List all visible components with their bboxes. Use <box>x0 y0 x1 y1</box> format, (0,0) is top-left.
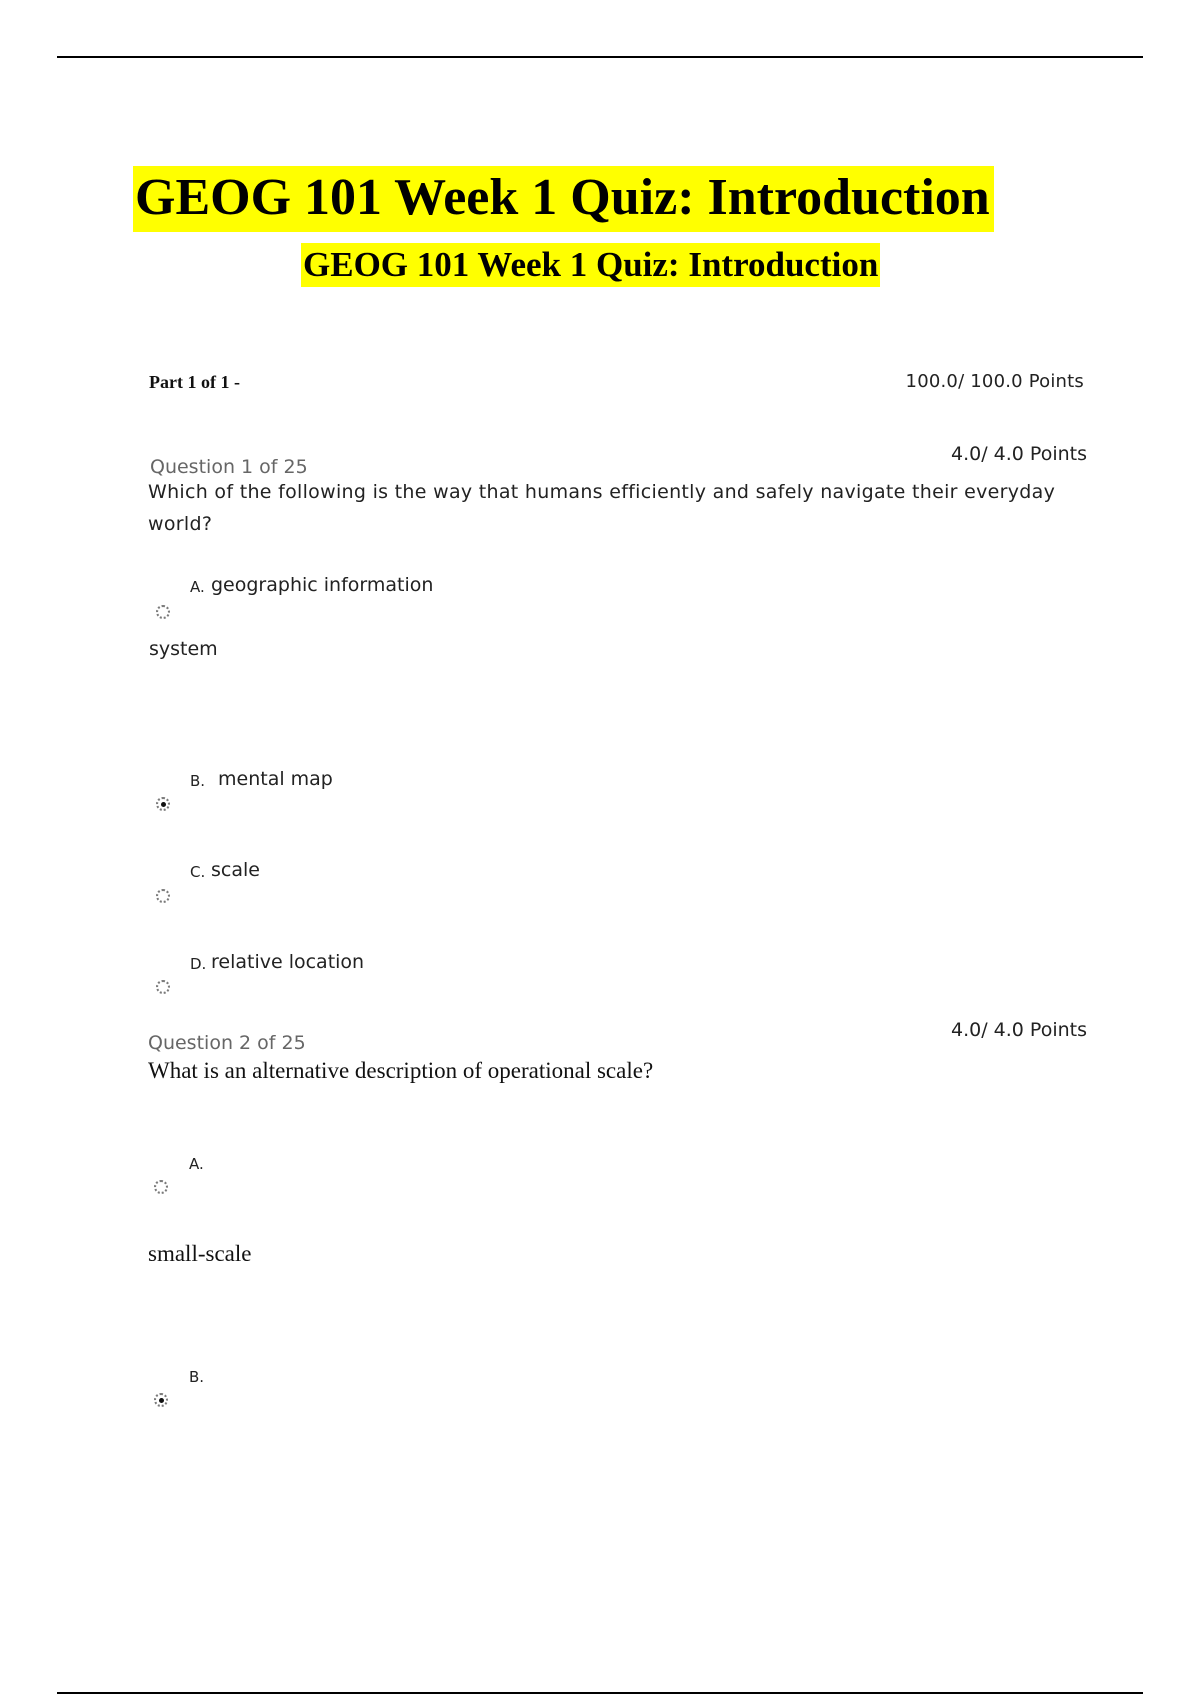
top-rule <box>57 56 1143 58</box>
q1-option-a-radio[interactable] <box>156 605 170 619</box>
question-1-label: Question 1 of 25 <box>150 456 308 478</box>
document-subtitle: GEOG 101 Week 1 Quiz: Introduction <box>301 243 880 287</box>
q1-option-c-radio[interactable] <box>156 889 170 903</box>
question-1-text-line1: Which of the following is the way that humans efficiently and safely navigate their everyday <box>148 481 1056 503</box>
q1-option-a-letter: A. <box>190 578 205 596</box>
part-points: 100.0/ 100.0 Points <box>905 371 1084 392</box>
bottom-rule <box>57 1692 1143 1694</box>
q1-option-c-letter: C. <box>190 863 206 881</box>
q2-option-a-text: small-scale <box>148 1241 252 1266</box>
q2-option-b-letter: B. <box>189 1368 205 1386</box>
q1-option-d-radio[interactable] <box>156 980 170 994</box>
q2-option-b-radio[interactable] <box>154 1393 168 1407</box>
q1-option-a-text: geographic information <box>211 574 434 596</box>
q1-option-b-letter: B. <box>190 772 206 790</box>
q1-option-b-text: mental map <box>218 768 333 790</box>
q1-option-b-radio[interactable] <box>156 797 170 811</box>
q1-option-c-text: scale <box>211 859 260 881</box>
q2-option-a-radio[interactable] <box>154 1180 168 1194</box>
part-label: Part 1 of 1 - <box>149 372 240 392</box>
question-2-label: Question 2 of 25 <box>148 1032 306 1054</box>
q2-option-a-letter: A. <box>189 1155 204 1173</box>
question-1-text-line2: world? <box>148 513 213 535</box>
question-2-text: What is an alternative description of operational scale? <box>148 1058 654 1083</box>
q1-option-d-text: relative location <box>211 951 365 973</box>
question-1-points: 4.0/ 4.0 Points <box>951 443 1087 465</box>
document-title: GEOG 101 Week 1 Quiz: Introduction <box>133 166 994 232</box>
q1-option-a-text-continued: system <box>149 638 218 660</box>
q1-option-d-letter: D. <box>190 955 207 973</box>
question-2-points: 4.0/ 4.0 Points <box>951 1019 1087 1041</box>
